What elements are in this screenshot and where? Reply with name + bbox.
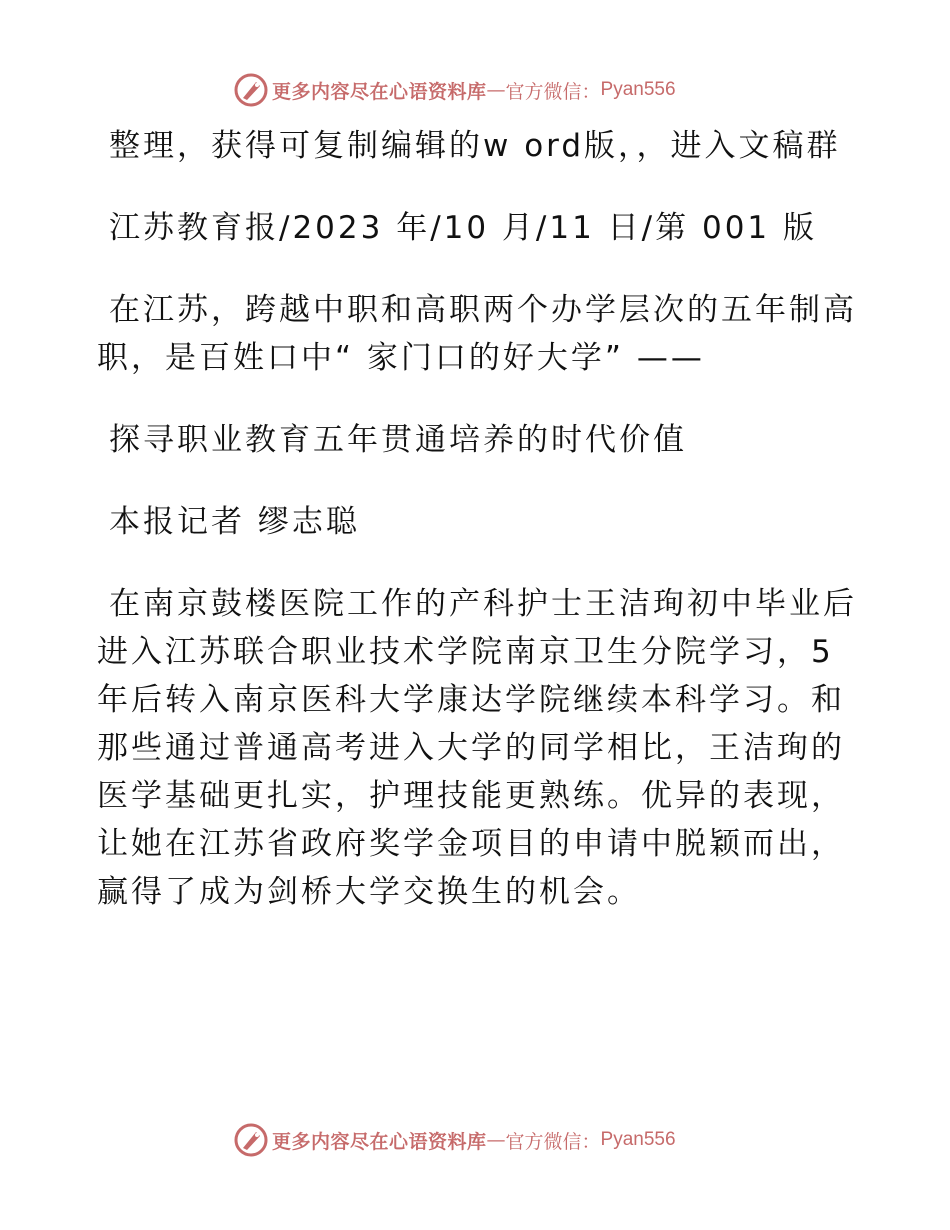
pen-logo-icon [234,1123,268,1157]
banner-contact-label: 官方微信： [505,1130,601,1153]
banner-text: 更多内容尽在心语资料库 [272,1130,487,1153]
banner-separator: — [486,1129,506,1151]
body-paragraph: 在南京鼓楼医院工作的产科护士王洁珣初中毕业后进入江苏联合职业技术学院南京卫生分院学习，5 年后转入南京医科大学康达学院继续本科学习。和那些通过普通高考进入大学的同学相比，王洁珣的医学基础更扎实，护理技能更熟练。优异的表现，让她在江苏省政府奖学金项目的申请中脱颖而出，赢得了成为剑桥大学交换生的机会。 [97,586,857,910]
footer-banner [234,1120,676,1160]
byline: 本报记者 缪志聪 [109,504,360,540]
headline-paragraph: 在江苏，跨越中职和高职两个办学层次的五年制高职，是百姓口中“ 家门口的好大学” —— [97,292,857,376]
banner-wechat-id: Pyan556 [600,79,676,100]
banner-text: 更多内容尽在心语资料库 [272,80,487,103]
publication-line: 江苏教育报/2023 年/10 月/11 日/第 001 版 [109,210,818,246]
banner-contact-label: 官方微信： [505,80,601,103]
banner-wechat-id: Pyan556 [600,1129,676,1150]
intro-paragraph: 整理，获得可复制编辑的w ord版，，进入文稿群 [109,128,841,164]
pen-logo-icon [234,73,268,107]
banner-separator: — [486,79,506,101]
header-banner [234,70,676,110]
document-body [97,122,857,950]
subheadline: 探寻职业教育五年贯通培养的时代价值 [109,422,687,458]
